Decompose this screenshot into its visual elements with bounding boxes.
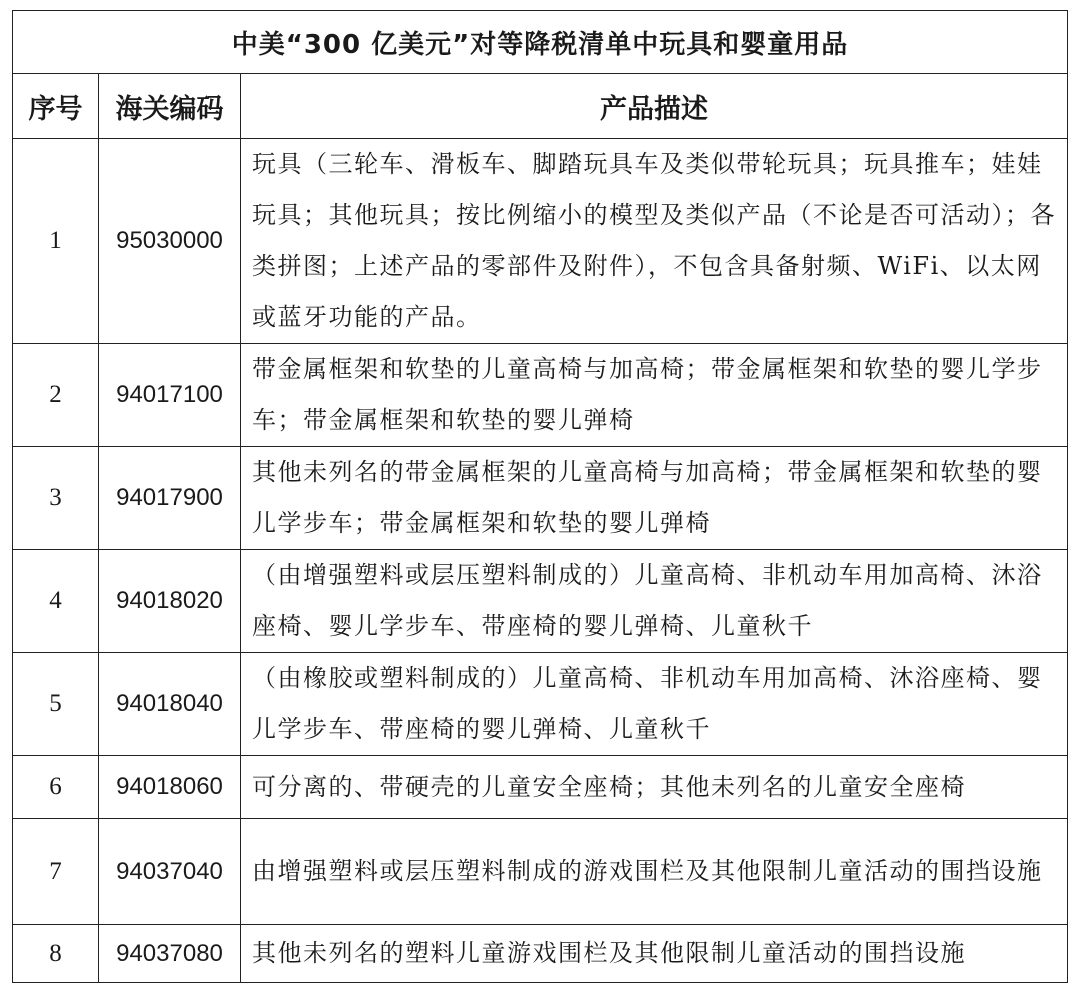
header-code: 海关编码	[99, 74, 241, 139]
row-index: 4	[13, 550, 99, 653]
row-index: 5	[13, 653, 99, 756]
row-description: （由增强塑料或层压塑料制成的）儿童高椅、非机动车用加高椅、沐浴座椅、婴儿学步车、带座椅的婴儿弹椅、儿童秋千	[241, 550, 1068, 653]
row-code: 94018040	[99, 653, 241, 756]
table-row	[13, 756, 1068, 819]
table-row	[13, 344, 1068, 447]
row-description: 其他未列名的带金属框架的儿童高椅与加高椅；带金属框架和软垫的婴儿学步车；带金属框架和软垫的婴儿弹椅	[241, 447, 1068, 550]
tariff-list-table	[12, 10, 1068, 983]
row-code: 94017100	[99, 344, 241, 447]
row-index: 2	[13, 344, 99, 447]
table-row	[13, 925, 1068, 983]
row-code: 94018060	[99, 756, 241, 819]
table-row	[13, 653, 1068, 756]
row-description: 其他未列名的塑料儿童游戏围栏及其他限制儿童活动的围挡设施	[241, 925, 1068, 983]
row-index: 3	[13, 447, 99, 550]
header-description: 产品描述	[241, 74, 1068, 139]
row-description: 带金属框架和软垫的儿童高椅与加高椅；带金属框架和软垫的婴儿学步车；带金属框架和软垫的婴儿弹椅	[241, 344, 1068, 447]
row-code: 94037080	[99, 925, 241, 983]
table-row	[13, 819, 1068, 925]
row-code: 94037040	[99, 819, 241, 925]
row-code: 94018020	[99, 550, 241, 653]
table-row	[13, 447, 1068, 550]
row-index: 1	[13, 139, 99, 344]
row-code: 94017900	[99, 447, 241, 550]
table-title: 中美“300 亿美元”对等降税清单中玩具和婴童用品	[13, 11, 1068, 74]
row-index: 8	[13, 925, 99, 983]
row-description: （由橡胶或塑料制成的）儿童高椅、非机动车用加高椅、沐浴座椅、婴儿学步车、带座椅的婴儿弹椅、儿童秋千	[241, 653, 1068, 756]
row-description: 玩具（三轮车、滑板车、脚踏玩具车及类似带轮玩具；玩具推车；娃娃玩具；其他玩具；按比例缩小的模型及类似产品（不论是否可活动）；各类拼图；上述产品的零部件及附件），不包含具备射频、WiFi、以太网或蓝牙功能的产品。	[241, 139, 1068, 344]
table-row	[13, 139, 1068, 344]
header-index: 序号	[13, 74, 99, 139]
row-code: 95030000	[99, 139, 241, 344]
row-index: 7	[13, 819, 99, 925]
row-description: 由增强塑料或层压塑料制成的游戏围栏及其他限制儿童活动的围挡设施	[241, 819, 1068, 925]
row-index: 6	[13, 756, 99, 819]
header-row	[13, 74, 1068, 139]
table-row	[13, 550, 1068, 653]
title-row	[13, 11, 1068, 74]
row-description: 可分离的、带硬壳的儿童安全座椅；其他未列名的儿童安全座椅	[241, 756, 1068, 819]
